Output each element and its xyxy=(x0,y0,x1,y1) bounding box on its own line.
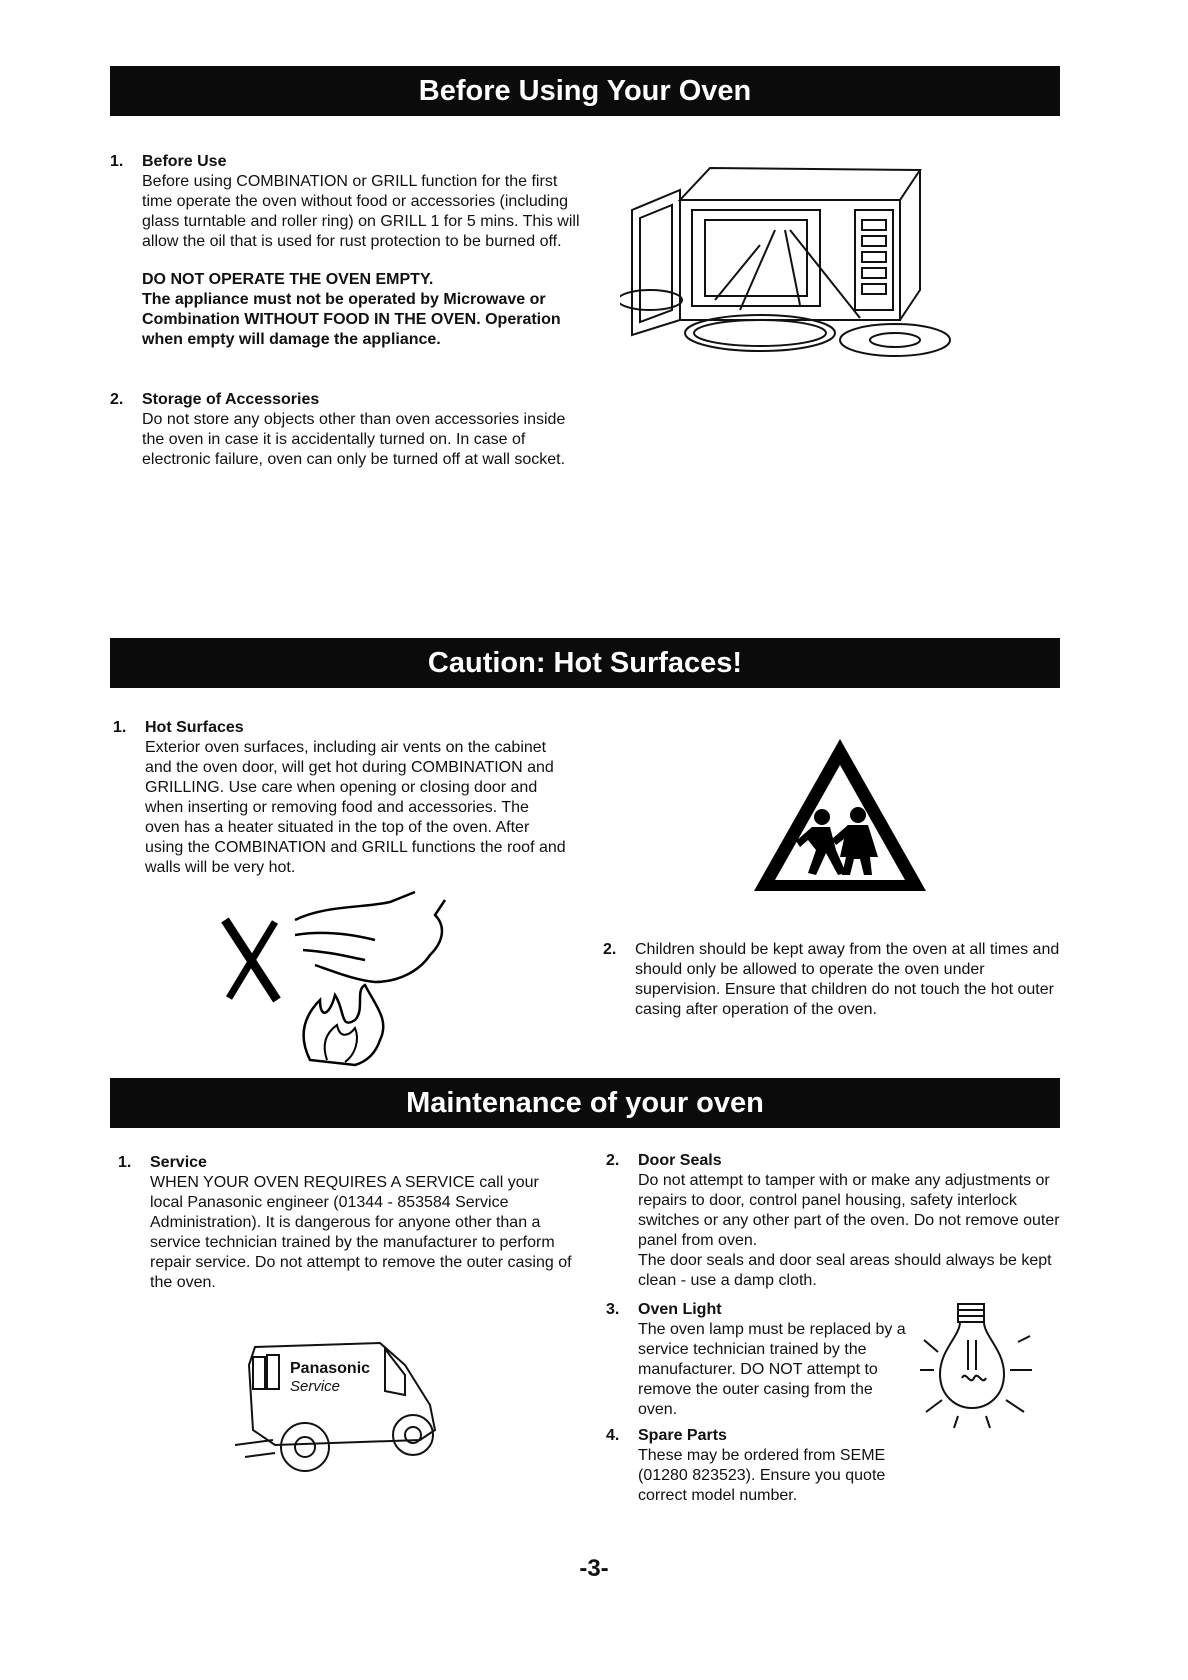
item-heading: Service xyxy=(150,1154,207,1171)
light-bulb-icon xyxy=(920,1300,1040,1430)
item-number: 3. xyxy=(606,1301,620,1318)
item-text: Exterior oven surfaces, including air vents on the cabinet and the oven door, will get hot during COMBINATION and GRILLING. Use care when opening or closing door and when inserting or removing food and accessories. The oven has a heater situated in the top of the oven. After using the COMBINATION and GRILL functions the roof and walls will be very hot. xyxy=(145,739,566,876)
item-number: 1. xyxy=(113,719,127,736)
children-warning-sign xyxy=(750,735,930,895)
before-use-item xyxy=(110,152,590,350)
microwave-oven-illustration xyxy=(620,150,960,360)
spare-parts-item xyxy=(606,1426,906,1506)
warning-text: The appliance must not be operated by Microwave or Combination WITHOUT FOOD IN THE OVEN. Operation when empty will damage the appliance. xyxy=(142,291,561,348)
van-service-text: Service xyxy=(290,1378,341,1395)
item-number: 1. xyxy=(118,1154,132,1171)
item-number: 4. xyxy=(606,1427,620,1444)
page-number: -3- xyxy=(579,1555,609,1582)
item-text: Before using COMBINATION or GRILL function for the first time operate the oven without food or accessories (including glass turntable and roller ring) on GRILL 1 for 5 mins. This will allow the oil that is used for rust protection to be burned off. xyxy=(142,173,580,250)
door-seals-item xyxy=(606,1151,1066,1291)
section-banner-caution: Caution: Hot Surfaces! xyxy=(110,638,1060,688)
hot-surfaces-item xyxy=(113,718,568,878)
item-heading: Door Seals xyxy=(638,1152,722,1169)
item-number: 2. xyxy=(603,941,617,958)
item-number: 1. xyxy=(110,153,124,170)
service-van-illustration xyxy=(235,1335,475,1475)
item-heading: Hot Surfaces xyxy=(145,719,244,736)
section-banner-before-use: Before Using Your Oven xyxy=(110,66,1060,116)
hot-surface-warning-illustration xyxy=(215,890,475,1070)
item-text: WHEN YOUR OVEN REQUIRES A SERVICE call your local Panasonic engineer (01344 - 853584 Service Administration). It is dangerous for anyone other than a service technician trained by the manufacturer to perform repair service. Do not attempt to remove the outer casing of the oven. xyxy=(150,1174,572,1291)
item-heading: Spare Parts xyxy=(638,1427,727,1444)
item-text: Children should be kept away from the oven at all times and should only be allowed to operate the oven under supervision. Ensure that children do not touch the hot outer casing after operation of the oven. xyxy=(635,941,1060,1018)
children-item xyxy=(603,940,1063,1020)
item-text: Do not store any objects other than oven accessories inside the oven in case it is accidentally turned on. In case of electronic failure, oven can only be turned off at wall socket. xyxy=(142,411,566,468)
item-number: 2. xyxy=(110,391,124,408)
item-text: These may be ordered from SEME (01280 823523). Ensure you quote correct model number. xyxy=(638,1447,886,1504)
oven-light-item xyxy=(606,1300,906,1420)
warning-title: DO NOT OPERATE THE OVEN EMPTY. xyxy=(142,271,434,288)
item-heading: Storage of Accessories xyxy=(142,391,320,408)
van-brand-text: Panasonic xyxy=(290,1360,371,1377)
item-text: The oven lamp must be replaced by a service technician trained by the manufacturer. DO NOT attempt to remove the outer casing from the oven. xyxy=(638,1321,906,1418)
storage-item xyxy=(110,390,590,470)
item-number: 2. xyxy=(606,1152,620,1169)
item-heading: Oven Light xyxy=(638,1301,722,1318)
item-text: Do not attempt to tamper with or make any adjustments or repairs to door, control panel housing, safety interlock switches or any other part of the oven. Do not remove outer panel from oven. xyxy=(638,1172,1060,1249)
section-banner-maintenance: Maintenance of your oven xyxy=(110,1078,1060,1128)
item-heading: Before Use xyxy=(142,153,227,170)
service-item xyxy=(118,1153,573,1293)
item-text-2: The door seals and door seal areas should always be kept clean - use a damp cloth. xyxy=(638,1252,1052,1289)
